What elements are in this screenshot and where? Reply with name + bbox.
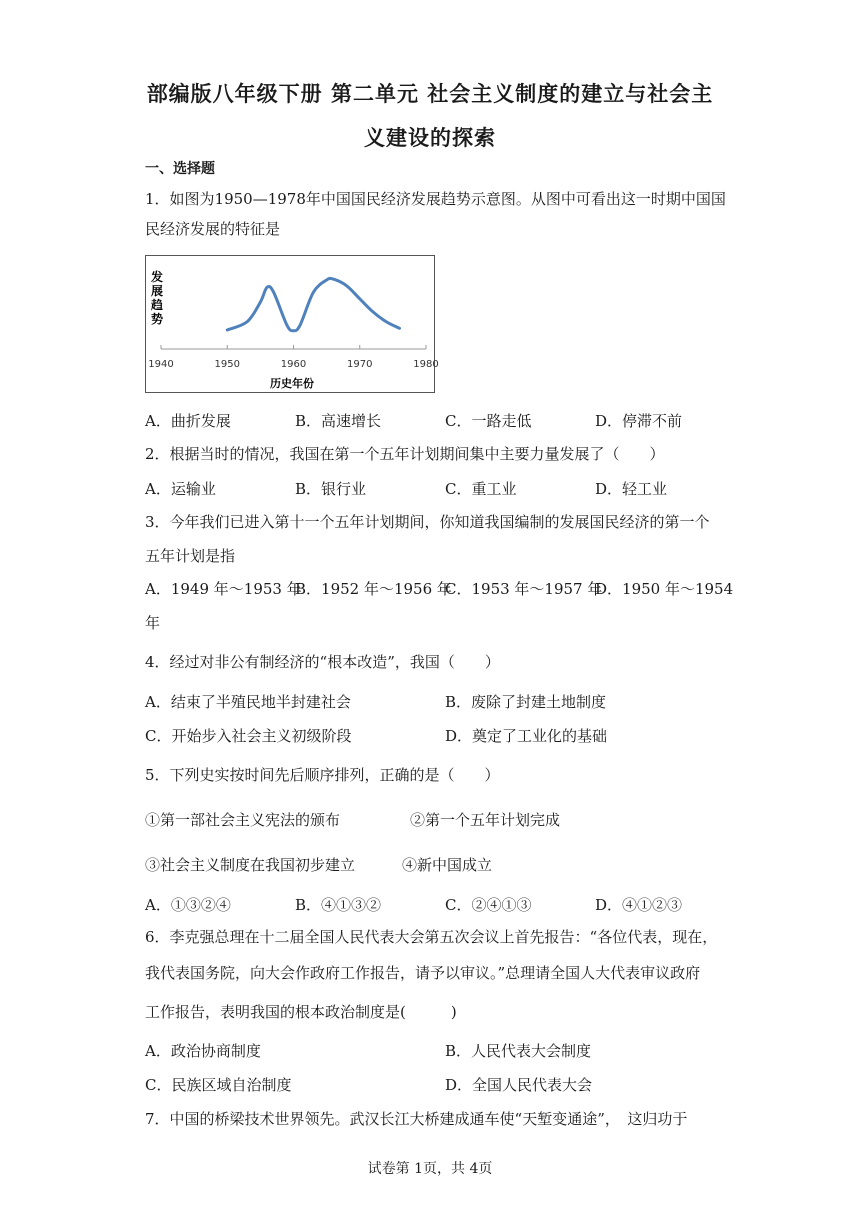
q5-option-b[interactable]: B．④①③②	[295, 896, 382, 914]
q4-option-d[interactable]: D．奠定了工业化的基础	[445, 727, 608, 745]
q2-option-a[interactable]: A．运输业	[145, 480, 216, 498]
q3-option-d[interactable]: D．1950 年～1954	[595, 580, 734, 598]
series-line-0	[227, 278, 399, 330]
y-axis-label-char: 发	[150, 270, 164, 284]
q6-option-d[interactable]: D．全国人民代表大会	[445, 1076, 593, 1094]
q2-option-d[interactable]: D．轻工业	[595, 480, 668, 498]
q3-option-d-wrap: 年	[145, 614, 161, 632]
q3-option-c[interactable]: C．1953 年～1957 年	[445, 580, 603, 598]
q3-option-b[interactable]: B．1952 年～1956 年	[295, 580, 452, 598]
q5-option-a[interactable]: A．①③②④	[145, 896, 231, 914]
page-title-line-1: 部编版八年级下册 第二单元 社会主义制度的建立与社会主	[146, 82, 714, 106]
section-heading: 一、选择题	[145, 161, 215, 177]
q4-text: 4．经过对非公有制经济的“根本改造”，我国（ ）	[145, 653, 500, 671]
page-footer: 试卷第 1页，共 4页	[367, 1161, 493, 1177]
q6-text-line-2: 我代表国务院，向大会作政府工作报告，请予以审议。”总理请全国人大代表审议政府	[145, 964, 701, 982]
q3-text-line-2: 五年计划是指	[145, 547, 236, 565]
q2-text: 2．根据当时的情况，我国在第一个五年计划期间集中主要力量发展了（ ）	[145, 445, 665, 463]
q6-text-line-1: 6．李克强总理在十二届全国人民代表大会第五次会议上首先报告：“各位代表，现在，	[145, 928, 718, 946]
q4-option-c[interactable]: C．开始步入社会主义初级阶段	[145, 727, 352, 745]
x-axis-label: 历史年份	[270, 377, 314, 390]
q1-option-b[interactable]: B．高速增长	[295, 412, 382, 430]
economy-trend-chart	[145, 255, 439, 393]
q6-text-line-3: 工作报告，表明我国的根本政治制度是( )	[145, 1003, 457, 1021]
q3-option-a[interactable]: A．1949 年～1953 年	[145, 580, 302, 598]
q5-item-4: ④新中国成立	[402, 856, 493, 874]
q5-option-c[interactable]: C．②④①③	[445, 896, 532, 914]
q3-text-line-1: 3．今年我们已进入第十一个五年计划期间，你知道我国编制的发展国民经济的第一个	[145, 513, 710, 531]
q5-option-d[interactable]: D．④①②③	[595, 896, 683, 914]
y-axis-label-char: 展	[150, 284, 164, 298]
q4-option-b[interactable]: B．废除了封建土地制度	[445, 693, 607, 711]
q2-option-b[interactable]: B．银行业	[295, 480, 367, 498]
q6-option-b[interactable]: B．人民代表大会制度	[445, 1042, 592, 1060]
x-tick-label-1980: 1980	[413, 359, 439, 370]
q1-text-line-2: 民经济发展的特征是	[145, 220, 281, 238]
q1-option-d[interactable]: D．停滞不前	[595, 412, 683, 430]
chart-svg	[146, 256, 439, 392]
q1-option-c[interactable]: C．一路走低	[445, 412, 532, 430]
y-axis-label-char: 势	[150, 312, 164, 326]
q5-text: 5．下列史实按时间先后顺序排列，正确的是（ ）	[145, 766, 500, 784]
y-axis-label-char: 趋	[150, 298, 164, 312]
x-tick-label-1950: 1950	[214, 359, 240, 370]
q5-item-1: ①第一部社会主义宪法的颁布	[145, 811, 341, 829]
q6-option-a[interactable]: A．政治协商制度	[145, 1042, 261, 1060]
q5-item-3: ③社会主义制度在我国初步建立	[145, 856, 356, 874]
q6-option-c[interactable]: C．民族区域自治制度	[145, 1076, 292, 1094]
x-tick-label-1940: 1940	[148, 359, 174, 370]
page-title-line-2: 义建设的探索	[364, 126, 496, 150]
x-tick-label-1960: 1960	[280, 359, 307, 370]
q1-text-line-1: 1．如图为1950—1978年中国国民经济发展趋势示意图。从图中可看出这一时期中国国	[145, 190, 726, 208]
q5-item-2: ②第一个五年计划完成	[410, 811, 561, 829]
q4-option-a[interactable]: A．结束了半殖民地半封建社会	[145, 693, 351, 711]
q7-text: 7．中国的桥梁技术世界领先。武汉长江大桥建成通车使“天堑变通途”， 这归功于	[145, 1110, 688, 1128]
x-tick-label-1970: 1970	[347, 359, 373, 370]
q1-option-a[interactable]: A．曲折发展	[145, 412, 231, 430]
q2-option-c[interactable]: C．重工业	[445, 480, 517, 498]
